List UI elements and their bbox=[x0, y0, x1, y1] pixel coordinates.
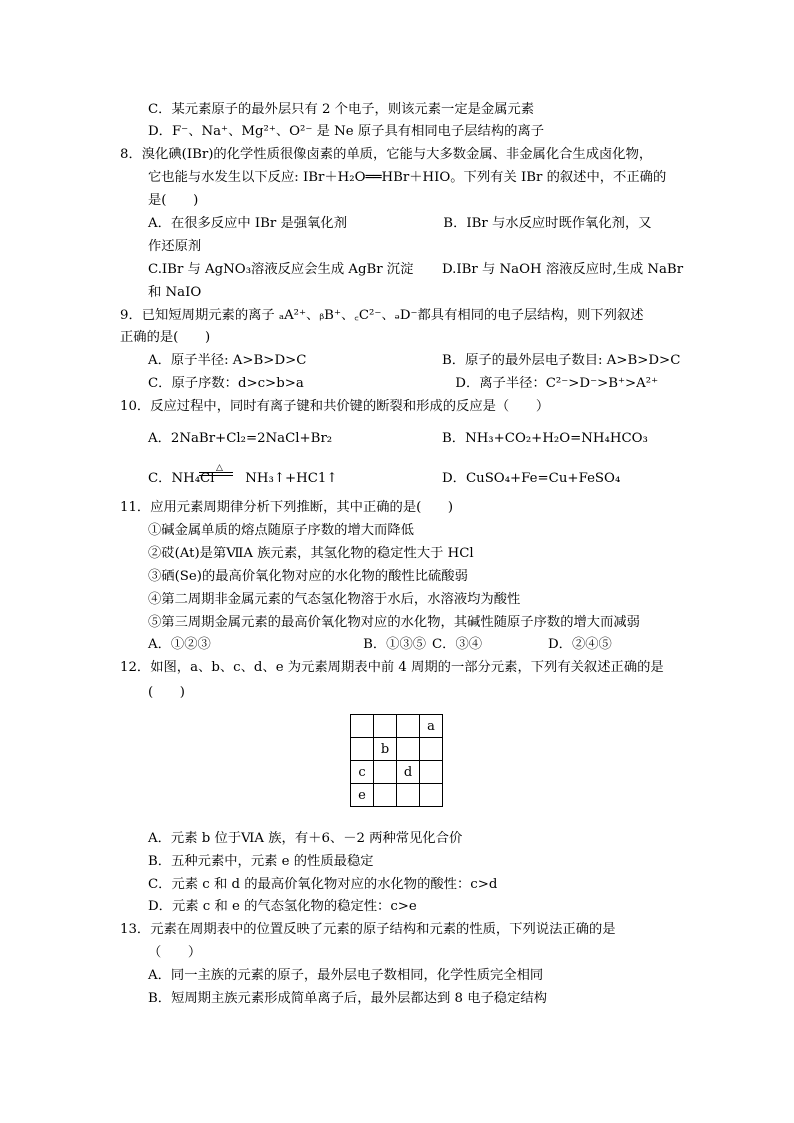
reaction-arrow bbox=[199, 472, 233, 476]
text-line: A．①②③ bbox=[148, 637, 211, 652]
text-line: ①碱金属单质的熔点随原子序数的增大而降低 bbox=[148, 523, 414, 538]
text-line: D．②④⑤ bbox=[548, 637, 612, 652]
text-line: C．某元素原子的最外层只有 2 个电子，则该元素一定是金属元素 bbox=[148, 102, 535, 117]
text-line: A．元素 b 位于ⅥA 族，有＋6、－2 两种常见化合价 bbox=[148, 831, 463, 846]
periodic-table-fragment bbox=[350, 714, 443, 807]
text-line: 9．已知短周期元素的离子 ₐA²⁺、ᵦB⁺、꜀C²⁻、ₔD⁻都具有相同的电子层结构，则下列叙述 bbox=[120, 308, 644, 323]
grid-cell bbox=[397, 715, 420, 738]
text-line: A．2NaBr+Cl₂=2NaCl+Br₂ bbox=[148, 431, 333, 446]
text-line: ③硒(Se)的最高价氧化物对应的水化物的酸性比硫酸弱 bbox=[148, 569, 468, 584]
text-line: B．NH₃+CO₂+H₂O=NH₄HCO₃ bbox=[442, 431, 648, 446]
text-line: ④第二周期非金属元素的气态氢化物溶于水后，水溶液均为酸性 bbox=[148, 592, 521, 607]
text-line: 11．应用元素周期律分析下列推断，其中正确的是( ) bbox=[120, 500, 454, 515]
text-line: C．NH₄Cl NH₃↑+HC1↑ bbox=[148, 471, 338, 486]
text-line: C.IBr 与 AgNO₃溶液反应会生成 AgBr 沉淀 bbox=[148, 262, 414, 277]
text-line: （ ） bbox=[148, 945, 202, 960]
grid-cell bbox=[420, 761, 443, 784]
grid-cell: a bbox=[420, 715, 443, 738]
grid-cell bbox=[374, 784, 397, 807]
text-line: 作还原剂 bbox=[148, 239, 202, 254]
grid-cell: b bbox=[374, 738, 397, 761]
text-line: B．①③⑤ bbox=[270, 637, 427, 652]
text-line: B．五种元素中，元素 e 的性质最稳定 bbox=[148, 854, 374, 869]
text-line: ⑤第三周期金属元素的最高价氧化物对应的水化物，其碱性随原子序数的增大而减弱 bbox=[148, 615, 640, 630]
grid-cell: e bbox=[351, 784, 374, 807]
grid-cell bbox=[351, 715, 374, 738]
grid-cell bbox=[397, 784, 420, 807]
text-line: 13．元素在周期表中的位置反映了元素的原子结构和元素的性质，下列说法正确的是 bbox=[120, 922, 616, 937]
text-line: D．离子半径：C²⁻>D⁻>B⁺>A²⁺ bbox=[442, 376, 659, 391]
text-line: A．同一主族的元素的原子，最外层电子数相同，化学性质完全相同 bbox=[148, 968, 544, 983]
grid-row bbox=[351, 738, 443, 761]
grid-cell bbox=[420, 738, 443, 761]
text-line: ②砹(At)是第ⅦA 族元素，其氢化物的稳定性大于 HCl bbox=[148, 546, 474, 561]
text-line: B．IBr 与水反应时既作氧化剂，又 bbox=[430, 216, 652, 231]
text-line: C．原子序数：d>c>b>a bbox=[148, 376, 304, 391]
text-line: A．原子半径: A>B>D>C bbox=[148, 353, 307, 368]
text-line: 8．溴化碘(IBr)的化学性质很像卤素的单质，它能与大多数金属、非金属化合生成卤化物， bbox=[120, 147, 653, 162]
grid-row bbox=[351, 761, 443, 784]
text-line: D.IBr 与 NaOH 溶液反应时,生成 NaBr bbox=[442, 262, 684, 277]
text-line: A．在很多反应中 IBr 是强氧化剂 bbox=[148, 216, 347, 231]
text-line: D．F⁻、Na⁺、Mg²⁺、O²⁻ 是 Ne 原子具有相同电子层结构的离子 bbox=[148, 124, 545, 139]
text-line: C．③④ bbox=[432, 637, 483, 652]
text-line: 10．反应过程中，同时有离子键和共价键的断裂和形成的反应是（ ） bbox=[120, 399, 550, 414]
text-line: D．元素 c 和 e 的气态氢化物的稳定性：c>e bbox=[148, 899, 417, 914]
grid-cell: d bbox=[397, 761, 420, 784]
grid-row bbox=[351, 715, 443, 738]
text-line: B．原子的最外层电子数目: A>B>D>C bbox=[442, 353, 681, 368]
grid-cell bbox=[374, 761, 397, 784]
grid-cell bbox=[374, 715, 397, 738]
heating-delta-symbol: △ bbox=[216, 463, 223, 473]
text-line: 正确的是( ) bbox=[120, 330, 211, 345]
text-line: 是( ) bbox=[148, 193, 199, 208]
text-line: 和 NaIO bbox=[148, 285, 202, 300]
text-line: B．短周期主族元素形成简单离子后，最外层都达到 8 电子稳定结构 bbox=[148, 991, 547, 1006]
text-line: D．CuSO₄+Fe=Cu+FeSO₄ bbox=[442, 471, 621, 486]
grid-cell bbox=[397, 738, 420, 761]
grid-row bbox=[351, 784, 443, 807]
grid-cell: c bbox=[351, 761, 374, 784]
text-line: C．元素 c 和 d 的最高价氧化物对应的水化物的酸性：c>d bbox=[148, 877, 498, 892]
grid-cell bbox=[351, 738, 374, 761]
text-line: 它也能与水发生以下反应: IBr＋H₂O══HBr＋HIO。下列有关 IBr 的叙述中，不正确的 bbox=[148, 170, 667, 185]
text-line: 12．如图，a、b、c、d、e 为元素周期表中前 4 周期的一部分元素，下列有关叙述正确的是 bbox=[120, 660, 664, 675]
grid-cell bbox=[420, 784, 443, 807]
text-line: ( ) bbox=[148, 685, 185, 700]
